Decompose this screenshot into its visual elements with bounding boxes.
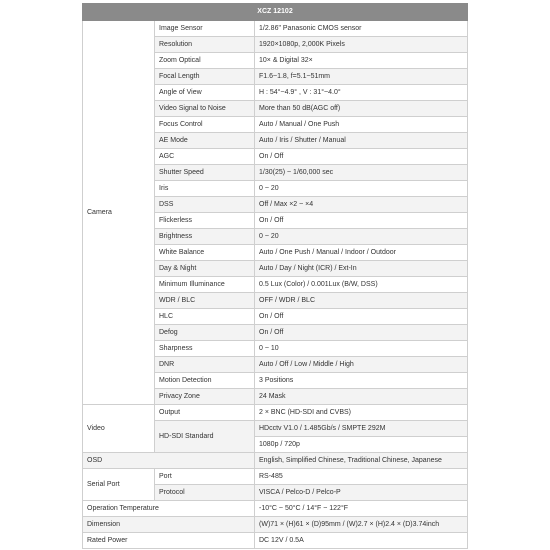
row-label: Image Sensor xyxy=(155,21,255,37)
row-value: 1/2.86" Panasonic CMOS sensor xyxy=(255,21,468,37)
row-label: Shutter Speed xyxy=(155,165,255,181)
row-value: 24 Mask xyxy=(255,389,468,405)
row-label: DNR xyxy=(155,357,255,373)
row-label: Defog xyxy=(155,325,255,341)
row-label: Angle of View xyxy=(155,85,255,101)
row-label: Video Signal to Noise xyxy=(155,101,255,117)
row-label: DSS xyxy=(155,197,255,213)
row-value: Auto / Off / Low / Middle / High xyxy=(255,357,468,373)
row-value: DC 12V / 0.5A xyxy=(255,533,468,549)
table-row xyxy=(83,21,468,37)
table-row xyxy=(83,405,468,421)
row-value: 10× & Digital 32× xyxy=(255,53,468,69)
row-label: Protocol xyxy=(155,485,255,501)
row-label: AE Mode xyxy=(155,133,255,149)
row-label: Privacy Zone xyxy=(155,389,255,405)
row-value: On / Off xyxy=(255,325,468,341)
row-label: HD-SDI Standard xyxy=(155,421,255,453)
row-label: Focus Control xyxy=(155,117,255,133)
spec-table-container xyxy=(82,3,467,549)
table-title: XCZ 12102 xyxy=(83,4,468,21)
category-dimension: Dimension xyxy=(83,517,255,533)
row-label: Sharpness xyxy=(155,341,255,357)
row-label: Port xyxy=(155,469,255,485)
row-value: On / Off xyxy=(255,213,468,229)
row-label: Flickerless xyxy=(155,213,255,229)
row-label: Minimum Illuminance xyxy=(155,277,255,293)
row-value: Auto / Day / Night (ICR) / Ext-In xyxy=(255,261,468,277)
row-label: Resolution xyxy=(155,37,255,53)
row-value: 1080p / 720p xyxy=(255,437,468,453)
row-label: Iris xyxy=(155,181,255,197)
row-value: Auto / Iris / Shutter / Manual xyxy=(255,133,468,149)
row-label: HLC xyxy=(155,309,255,325)
category-osd: OSD xyxy=(83,453,255,469)
table-row xyxy=(83,453,468,469)
row-value: HDcctv V1.0 / 1.485Gb/s / SMPTE 292M xyxy=(255,421,468,437)
category-operation-temperature: Operation Temperature xyxy=(83,501,255,517)
table-row xyxy=(83,517,468,533)
row-value: 0 ~ 20 xyxy=(255,181,468,197)
row-value: Auto / One Push / Manual / Indoor / Outdoor xyxy=(255,245,468,261)
row-value: 0 ~ 10 xyxy=(255,341,468,357)
row-value: 1920×1080p, 2,000K Pixels xyxy=(255,37,468,53)
row-value: Auto / Manual / One Push xyxy=(255,117,468,133)
row-value: On / Off xyxy=(255,309,468,325)
row-label: Focal Length xyxy=(155,69,255,85)
spec-table xyxy=(82,3,468,549)
row-value: 2 × BNC (HD-SDI and CVBS) xyxy=(255,405,468,421)
table-row xyxy=(83,533,468,549)
row-label: AGC xyxy=(155,149,255,165)
row-value: 0 ~ 20 xyxy=(255,229,468,245)
category-camera: Camera xyxy=(83,21,155,405)
row-value: 1/30(25) ~ 1/60,000 sec xyxy=(255,165,468,181)
row-value: Off / Max ×2 ~ ×4 xyxy=(255,197,468,213)
row-value: H : 54°~4.9° , V : 31°~4.0° xyxy=(255,85,468,101)
row-value: 3 Positions xyxy=(255,373,468,389)
category-serial-port: Serial Port xyxy=(83,469,155,501)
row-label: Motion Detection xyxy=(155,373,255,389)
category-video: Video xyxy=(83,405,155,453)
table-header-row xyxy=(83,4,468,21)
row-value: VISCA / Pelco-D / Pelco-P xyxy=(255,485,468,501)
row-value: RS-485 xyxy=(255,469,468,485)
row-label: Zoom Optical xyxy=(155,53,255,69)
category-rated-power: Rated Power xyxy=(83,533,255,549)
table-row xyxy=(83,469,468,485)
row-value: 0.5 Lux (Color) / 0.001Lux (B/W, DSS) xyxy=(255,277,468,293)
row-value: (W)71 × (H)61 × (D)95mm / (W)2.7 × (H)2.4 × (D)3.74inch xyxy=(255,517,468,533)
row-value: On / Off xyxy=(255,149,468,165)
row-label: WDR / BLC xyxy=(155,293,255,309)
row-label: White Balance xyxy=(155,245,255,261)
row-value: More than 50 dB(AGC off) xyxy=(255,101,468,117)
row-value: F1.6~1.8, f=5.1~51mm xyxy=(255,69,468,85)
row-label: Day & Night xyxy=(155,261,255,277)
row-value: -10°C ~ 50°C / 14°F ~ 122°F xyxy=(255,501,468,517)
row-value: English, Simplified Chinese, Traditional Chinese, Japanese xyxy=(255,453,468,469)
table-row xyxy=(83,501,468,517)
row-label: Brightness xyxy=(155,229,255,245)
row-label: Output xyxy=(155,405,255,421)
row-value: OFF / WDR / BLC xyxy=(255,293,468,309)
